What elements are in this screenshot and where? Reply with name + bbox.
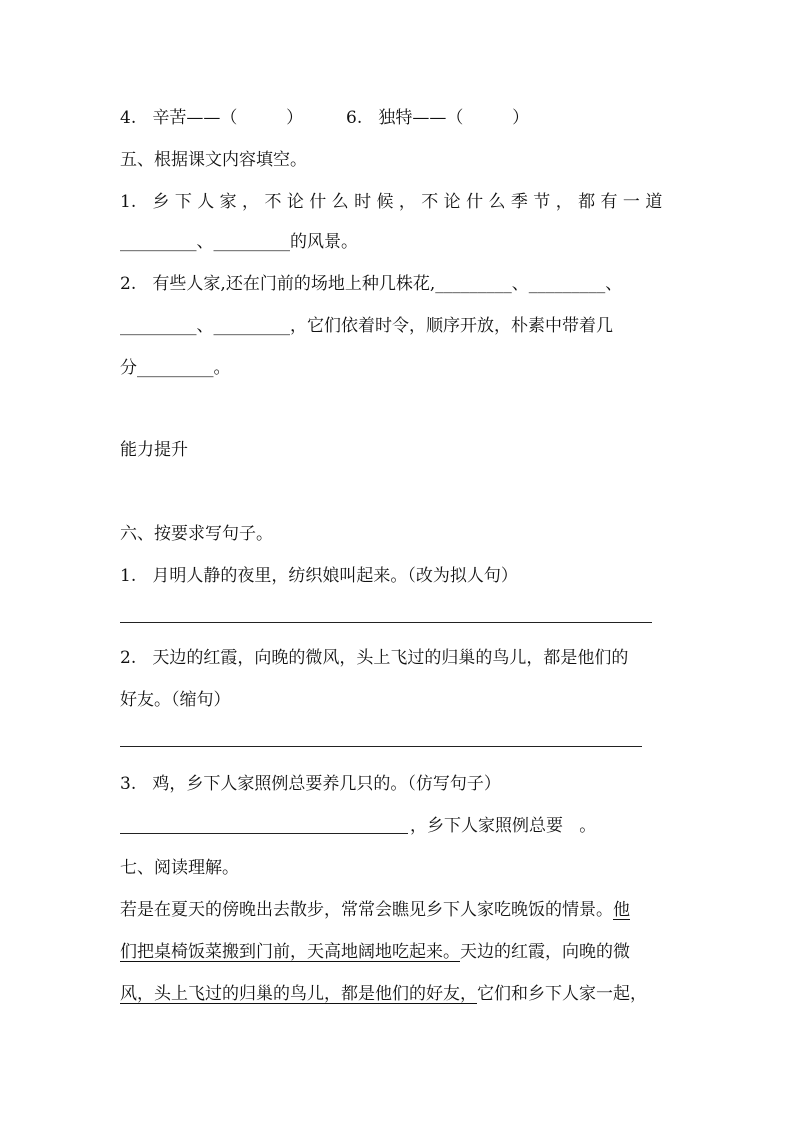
question-5-1-line-1: 1. 乡 下 人 家 ， 不 论 什 么 时 候 ， 不 论 什 么 季 节 ， 都 有 一 道: [120, 192, 663, 212]
question-5-1-line-2: _________、_________的风景。: [120, 232, 358, 252]
section-5-heading: 五、根据课文内容填空。: [120, 150, 307, 170]
question-6-3-pattern: ，乡下人家照例总要 。: [410, 816, 597, 836]
underlined-text: 们把桌椅饭菜搬到门前，天高地阔地吃起来。: [120, 942, 460, 962]
question-5-2-line-1: 2. 有些人家,还在门前的场地上种几株花,_________、_________、: [120, 274, 623, 294]
reading-line-1: [120, 898, 630, 922]
question-6-2-line-2: 好友。（缩句）: [120, 690, 231, 710]
answer-line-6-3: [120, 833, 408, 834]
ability-heading: 能力提升: [120, 440, 188, 460]
underlined-text: 风，头上飞过的归巢的鸟儿，都是他们的好友，: [120, 984, 477, 1004]
item-4: 4. 辛苦——（ ）: [120, 108, 304, 128]
reading-line-3: [120, 982, 647, 1006]
section-7-heading: 七、阅读理解。: [120, 858, 239, 878]
item-6: 6. 独特——（ ）: [346, 108, 530, 128]
reading-text: 天边的红霞，向晚的微: [460, 942, 630, 962]
reading-text: 它们和乡下人家一起，: [477, 984, 647, 1004]
question-5-2-line-2: _________、_________，它们依着时令，顺序开放，朴素中带着几: [120, 316, 613, 336]
answer-line-6-1: [120, 622, 652, 623]
question-5-2-line-3: 分_________。: [120, 358, 231, 378]
answer-line-6-2: [120, 746, 642, 747]
reading-text: 若是在夏天的傍晚出去散步，常常会瞧见乡下人家吃晚饭的情景。: [120, 900, 613, 920]
underlined-text: 他: [613, 900, 630, 920]
section-6-heading: 六、按要求写句子。: [120, 524, 273, 544]
question-6-3: 3. 鸡，乡下人家照例总要养几只的。（仿写句子）: [120, 774, 501, 794]
question-6-2-line-1: 2. 天边的红霞，向晚的微风，头上飞过的归巢的鸟儿，都是他们的: [120, 648, 629, 668]
reading-line-2: [120, 940, 630, 964]
question-6-1: 1. 月明人静的夜里，纺织娘叫起来。（改为拟人句）: [120, 566, 518, 586]
